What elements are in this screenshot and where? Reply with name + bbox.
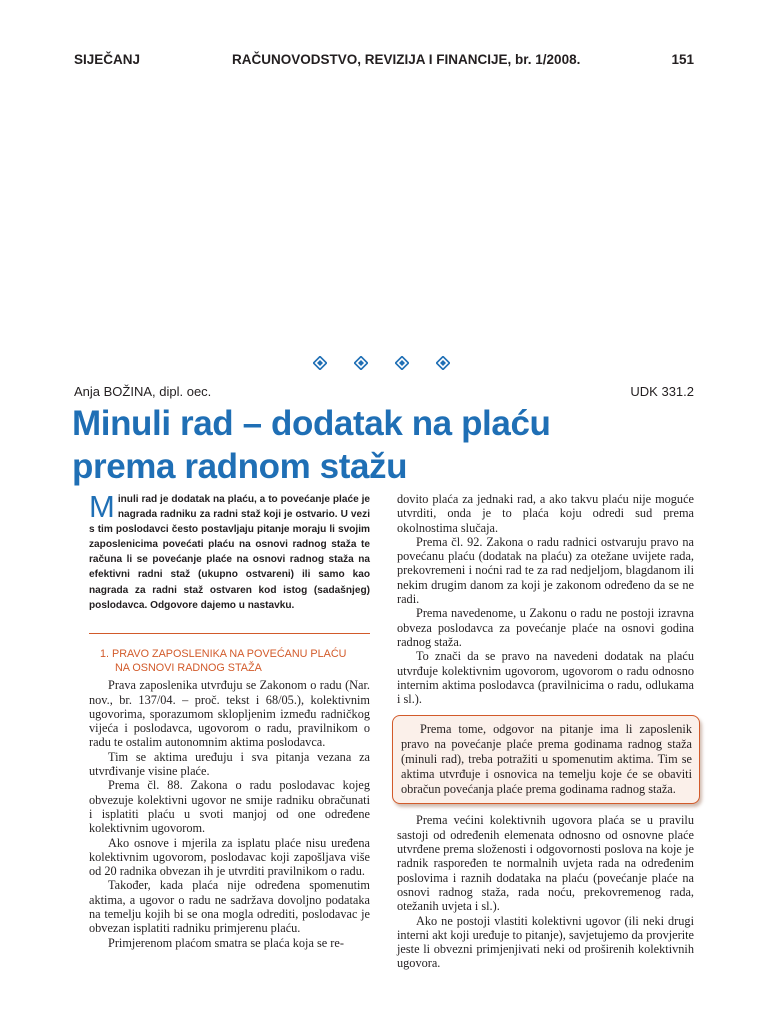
page-number: 151 (671, 52, 694, 67)
diamond-icon (313, 356, 327, 370)
article-title-line: prema radnom stažu (72, 447, 408, 486)
paragraph: Ako ne postoji vlastiti kolektivni ugovor (ili neki drugi interni akt koji uređuje to pitanje), savjetujemo da provjerite jeste li obvezni primjenjivati neki od proširenih kolektivnih ugovora. (397, 913, 694, 971)
header-month: SIJEČANJ (74, 52, 141, 67)
paragraph: Prema čl. 92. Zakona o radu radnici ostvaruju pravo na povećanu plaću (dodatak na plaću) za otežane uvijete rada, prekovremeni i noćni rad te za rad nedjeljom, blagdanom ili nekim drugim danom za koji je zakonom određeno da se ne radi. (397, 534, 694, 607)
header-journal-title: RAČUNOVODSTVO, REVIZIJA I FINANCIJE, br. 1/2008. (232, 52, 581, 67)
highlight-callout-box: Prema tome, odgovor na pitanje ima li zaposlenik pravo na povećanje plaće prema godinama radnog staža (minuli rad), treba potražiti u spomenutim aktima. Tim se aktima utvrđuje i osnovica na temelju koje će se obaviti obračun povećanja plaće prema godinama radnog staža. (392, 715, 700, 804)
paragraph: Prema navedenome, u Zakonu o radu ne postoji izravna obveza poslodavca za povećanje plaće na osnovi godina radnog staža. (397, 606, 694, 649)
right-column (397, 492, 694, 971)
paragraph: To znači da se pravo na navedeni dodatak na plaću utvrđuje kolektivnim ugovorom, ugovorom o radu odnosno internim aktima poslodavca (pravilnicima o radu, odlukama i sl.). (397, 649, 694, 707)
running-header (74, 52, 694, 70)
abstract (89, 489, 370, 613)
section-heading (100, 647, 370, 675)
diamond-icon (436, 356, 450, 370)
drop-cap: M (89, 489, 115, 524)
left-column (89, 489, 370, 950)
paragraph: Prema čl. 88. Zakona o radu poslodavac kojeg obvezuje kolektivni ugovor ne smije radniku obračunati i isplatiti plaću u svoti manjoj od one određene kolektivnim ugovorom. (89, 778, 370, 836)
article-title-line: Minuli rad – dodatak na plaću (72, 404, 551, 443)
paragraph: Prema većini kolektivnih ugovora plaća se u pravilu sastoji od određenih elemenata odnosno od osnovne plaće utvrđene prema složenosti i odgovornosti poslova na koje je radnik raspoređen te normalnih uvjeta rada na određenim poslovima i raznih dodataka na plaću (povećanje plaće na osnovi radnog staža, rada noću, prekovremenog rada, otežanih uvjeta i sl.). (397, 813, 694, 914)
section-heading-line: 1. PRAVO ZAPOSLENIKA NA POVEĆANU PLAĆU (100, 648, 347, 661)
article-title (72, 402, 632, 488)
paragraph: Primjerenom plaćom smatra se plaća koja se re- (108, 935, 344, 950)
ornament-diamonds (313, 356, 463, 376)
paragraph: Tim se aktima uređuju i sva pitanja vezana za utvrđivanje visine plaće. (89, 749, 370, 779)
paragraph: Ako osnove i mjerila za isplatu plaće nisu uređena kolektivnim ugovorom, poslodavac koji zapošljava više od 20 radnika obvezan ih je utvrditi pravilnikom o radu. (89, 835, 370, 879)
section-divider (89, 633, 370, 635)
diamond-icon (354, 356, 368, 370)
byline (74, 384, 694, 402)
diamond-icon (395, 356, 409, 370)
abstract-text: inuli rad je dodatak na plaću, a to povećanje plaće je nagrada radniku za radni staž koji je ostvario. U vezi s tim poslodavci često postavljaju pitanje moraju li svojim zaposlenicima povećati plaću na osnovi radnog staža te računa li se povećanje plaće na osnovi radnog staža na efektivni radni staž (ukupno ostvareni) ili samo kao nagrada za radni staž ostvaren kod istog (sadašnjeg) poslodavca. Odgovore dajemo u nastavku. (89, 494, 370, 611)
author: Anja BOŽINA, dipl. oec. (74, 384, 212, 399)
section-heading-line: NA OSNOVI RADNOG STAŽA (115, 662, 262, 675)
udk-code: UDK 331.2 (630, 384, 694, 399)
paragraph: Također, kada plaća nije određena spomenutim aktima, a ugovor o radu ne sadržava dovoljno podataka na temelju kojih bi se ona mogla odrediti, poslodavac je obvezan isplatiti radniku primjerenu plaću. (89, 878, 370, 936)
paragraph: Prava zaposlenika utvrđuju se Zakonom o radu (Nar. nov., br. 137/04. – proč. tekst i 68/05.), kolektivnim ugovorima, sporazumom sklopljenim između radničkog vijeća i poslodavca, ugovorom o radu, pravilnikom o radu te ostalim autonomnim aktima poslodavca. (89, 678, 370, 750)
paragraph: dovito plaća za jednaki rad, a ako takvu plaću nije moguće utvrditi, onda je to plaća koju odredi sud prema okolnostima slučaja. (397, 492, 694, 535)
